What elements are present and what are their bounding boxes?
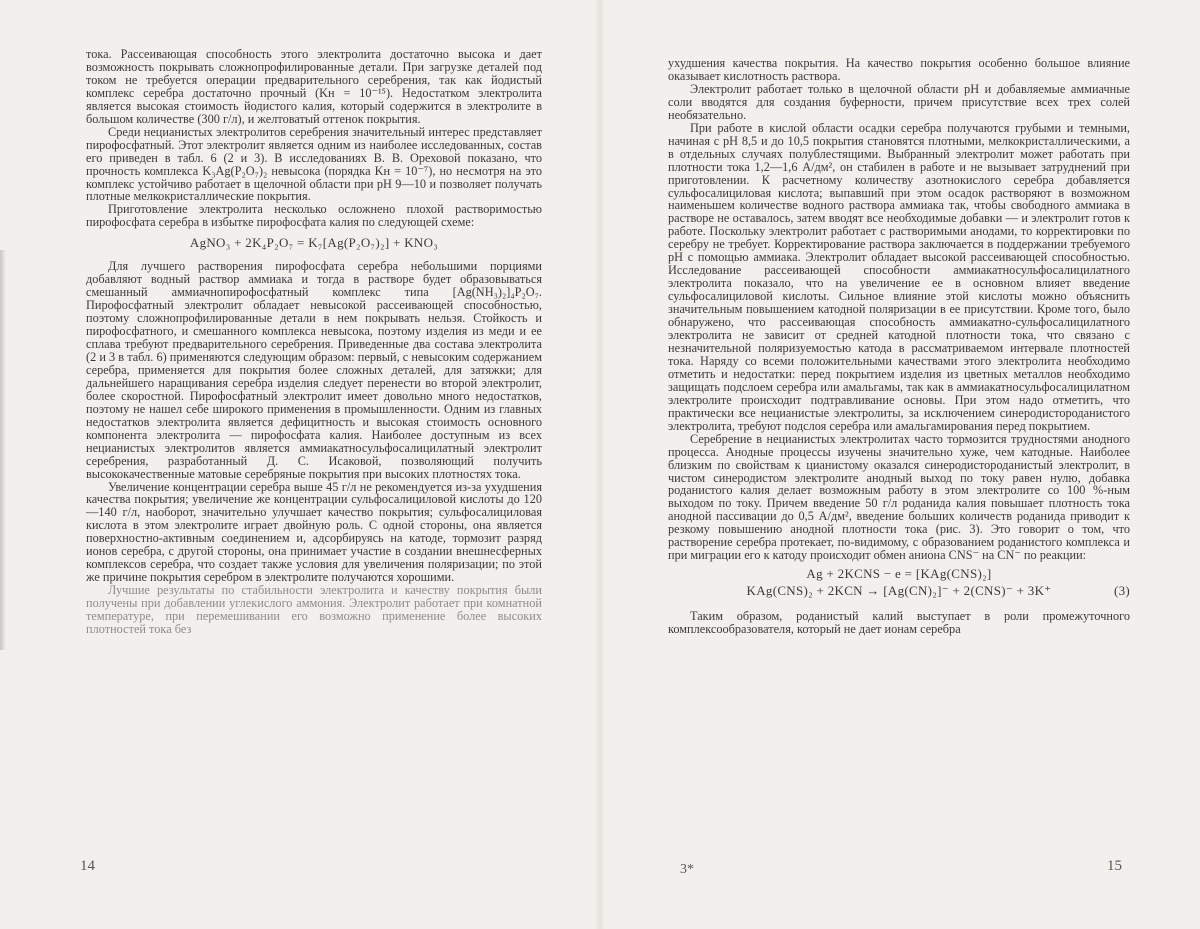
- right-equation-1: Ag + 2KCNS − e = [KAg(CNS)₂]: [806, 566, 992, 582]
- right-equation-2: KAg(CNS)₂ + 2KCN → [Ag(CN)₂]⁻ + 2(CNS)⁻ + 3K⁺: [746, 583, 1052, 599]
- page-edge-shadow: [0, 250, 6, 650]
- left-paragraph-5: Увеличение концентрации серебра выше 45 г/л не рекомендуется из-за ухудшения качества покрытия; увеличение же концентрации сульфосалициловой кислоты до 120—140 г/л, наоборот, значительно улучшает качество покрытия; сульфосалициловая кислота в этом электролите играет двойную роль. С одной стороны, она является поверхностно-активным соединением и, адсорбируясь на катоде, тормозит разряд ионов серебра, с другой стороны, она принимает участие в создании внешнесферных комплексов серебра, что создает также условия для увеличения поляризации; по этой же причине покрытия серебром в электролите получаются хорошими.: [86, 479, 542, 585]
- left-paragraph-faded: Лучшие результаты по стабильности электролита и качеству покрытия были получены при добавлении углекислого аммония. Электролит работает при комнатной температуре, при перемешивании его возможно применение более высоких плотностей тока без: [86, 583, 542, 636]
- right-paragraph-3: При работе в кислой области осадки серебра получаются грубыми и темными, начиная с pH 8,5 и до 10,5 покрытия становятся плотными, мелкокристаллическими, а в отдельных случаях полублестящими. Выбранный электролит может работать при плотности тока 1,2—1,6 А/дм², он стабилен в работе и не вызывает затруднений при приготовлении. К расчетному количеству азотнокислого серебра добавляется сульфосалициловая кислота; выпавший при этом осадок растворяют в возможном наименьшем количестве водного раствора аммиака так, чтобы свободного аммиака в растворе не оставалось, затем вводят все необходимые добавки — и электролит готов к работе. Поскольку электролит работает с растворимыми анодами, то корректировки по серебру не требует. Корректирование раствора заключается в поддержании требуемого pH с помощью аммиака. Электролит обладает высокой рассеивающей способностью. Исследование рассеивающей способности аммиакатносульфосалицилатного электролита показало, что на увеличение ее в основном влияет введение сульфосалициловой кислоты. Сильное влияние этой кислоты можно объяснить значительным повышением катодной поляризации в ее присутствии. Кроме того, было обнаружено, что рассеивающая способность аммиакатно-сульфосалицилатного электролита не зависит от средней катодной плотности тока, что связано с незначительной поляризуемостью катода в рассматриваемом интервале плотностей тока. Наряду со всеми положительными качествами этого электролита необходимо отметить и недостатки: перед покрытием изделия из цветных металлов необходимо защищать подслоем серебра или амальгамы, так как в аммиакатносульфосалицилатном электролите происходит подтравливание основы. При этом надо отметить, что практически все нецианистые электролиты, за исключением синеродистороданистого электролита, требуют подслоя серебра или амальгамирования перед покрытием.: [668, 120, 1130, 433]
- right-equation-2-row: [668, 585, 1130, 598]
- right-paragraph-2: Электролит работает только в щелочной области pH и добавляемые аммиачные соли вводятся для создания буферности, причем присутствие всех трех солей необязательно.: [668, 81, 1130, 122]
- left-paragraph-4: Для лучшего растворения пирофосфата серебра небольшими порциями добавляют водный раствор аммиака и тогда в растворе будет образовываться смешанный аммиачнопирофосфатный комплекс типа [Ag(NH₃)₂]₄P₂O₇. Пирофосфатный электролит обладает невысокой рассеивающей способностью, поэтому сложнопрофилированные детали в нем покрывать нельзя. Стойкость и пирофосфатного, и смешанного комплекса невысока, поэтому изделия из меди и ее сплава требуют предварительного серебрения. Приведенные два состава электролита (2 и 3 в табл. 6) применяются следующим образом: первый, с невысоким содержанием серебра, применяется для покрытия более сложных деталей, для затяжки; для дальнейшего наращивания серебра изделия следует перенести во второй электролит, более скоростной. Пирофосфатный электролит имеет довольно много недостатков, поэтому не нашел себе широкого применения в промышленности. Одним из главных недостатков электролита является дефицитность и высокая стоимость основного компонента электролита — пирофосфата калия. Наиболее доступным из всех нецианистых электролитов является аммиакатносульфосалицилатный электролит серебрения, разработанный Д. С. Исаковой, позволяющий получить высококачественные матовые серебряные покрытия при высоких плотностях тока.: [86, 259, 542, 481]
- left-paragraph-2: Среди нецианистых электролитов серебрения значительный интерес представляет пирофосфатный. Этот электролит является одним из наиболее исследованных, состав его приведен в табл. 6 (2 и 3). В исследованиях В. В. Ореховой показано, что прочность комплекса K₃Ag(P₂O₇)₂ невысока (порядка Kн = 10⁻⁷), но несмотря на это комплекс устойчиво работает в щелочной области при pH 9—10 и позволяет получать плотные мелкокристаллические покрытия.: [86, 124, 542, 204]
- right-page-number: 15: [1107, 858, 1122, 874]
- signature-mark: 3*: [680, 862, 694, 877]
- right-text-column: [668, 57, 1130, 636]
- right-page: [600, 0, 1200, 929]
- right-paragraph-4: Серебрение в нецианистых электролитах часто тормозится трудностями анодного процесса. Анодные процессы изучены значительно хуже, чем катодные. Наиболее близким по свойствам к цианистому оказался синеродистороданистый электролит, в чистом синеродистом электролите анодный выход по току равен нулю, добавка роданистого калия делает возможным работу в этом электролите со 100 %-ным выходом по току. Причем введение 50 г/л роданида калия повышает плотность тока анодной пассивации до 0,5 А/дм², введение больших количеств роданида приводит к резкому повышению анодной плотности тока (рис. 3). Это говорит о том, что растворение серебра протекает, по-видимому, с образованием роданистого комплекса и при миграции его к катоду происходит обмен аниона CNS⁻ на CN⁻ по реакции:: [668, 431, 1130, 563]
- left-paragraph-3: Приготовление электролита несколько осложнено плохой растворимостью пирофосфата серебра в избытке пирофосфата калия по следующей схеме:: [86, 202, 542, 230]
- left-text-column: [86, 48, 542, 636]
- left-equation: AgNO₃ + 2K₄P₂O₇ = K₇[Ag(P₂O₇)₂] + KNO₃: [189, 235, 439, 251]
- left-page-number: 14: [80, 858, 95, 874]
- equation-number: (3): [1113, 583, 1130, 599]
- right-paragraph-5: Таким образом, роданистый калий выступает в роли промежуточного комплексообразователя, который не дает ионам серебра: [668, 609, 1130, 637]
- left-paragraph-1: тока. Рассеивающая способность этого электролита достаточно высока и дает возможность покрывать сложнопрофилированные детали. При загрузке деталей под током не требуется операции предварительного серебрения, так как йодистый комплекс серебра достаточно прочный (Kн = 10⁻¹⁵). Недостатком электролита является высокая стоимость йодистого калия, который содержится в электролите в большом количестве (300 г/л), и желтоватый оттенок покрытия.: [86, 47, 542, 126]
- right-paragraph-1: ухудшения качества покрытия. На качество покрытия особенно большое влияние оказывает кислотность раствора.: [668, 56, 1130, 83]
